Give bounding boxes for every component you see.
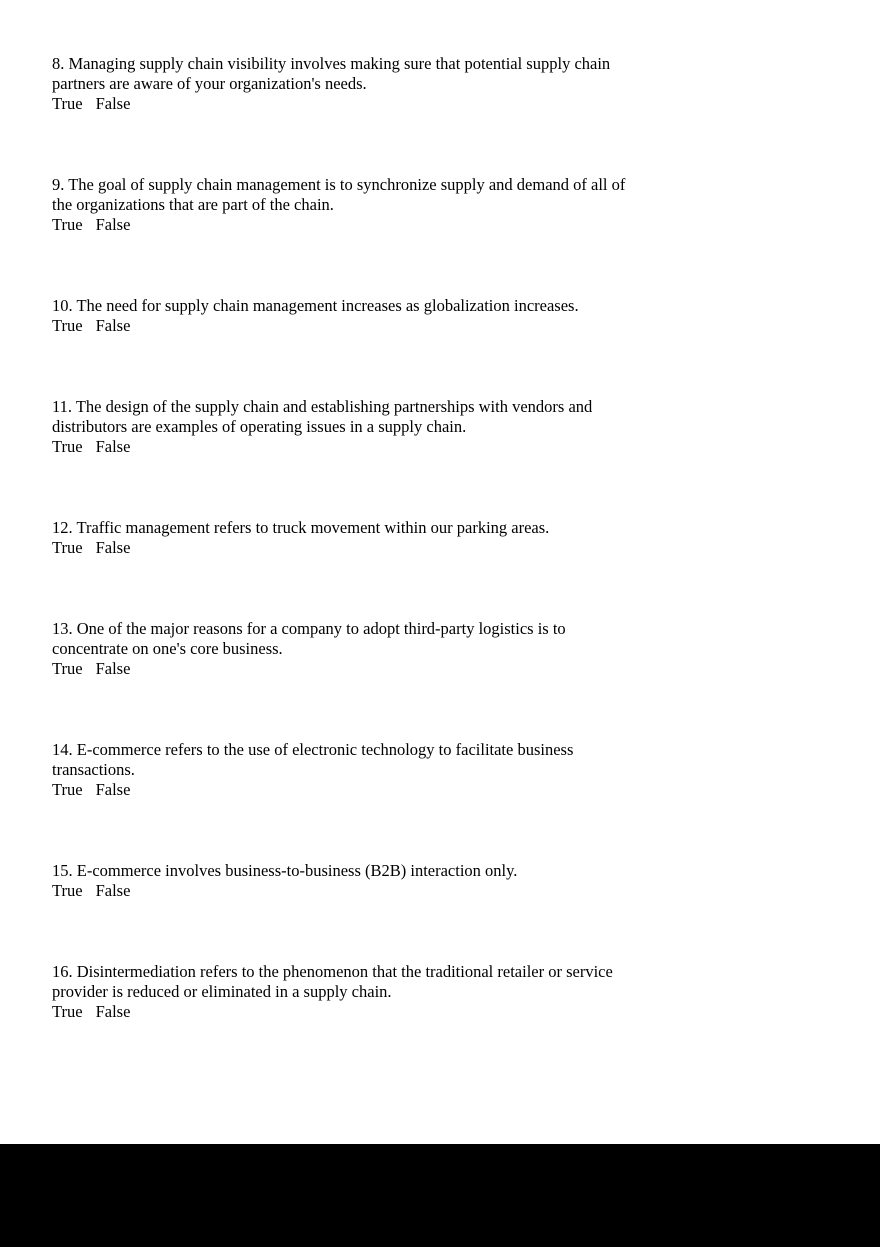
question-text-line: 13. One of the major reasons for a company to adopt third-party logistics is to bbox=[52, 619, 566, 638]
answer-options bbox=[52, 659, 672, 679]
question-text-line: 12. Traffic management refers to truck movement within our parking areas. bbox=[52, 518, 550, 537]
question-text-line: transactions. bbox=[52, 760, 135, 780]
question-text-line: concentrate on one's core business. bbox=[52, 639, 283, 659]
option-true[interactable]: True bbox=[52, 1002, 83, 1022]
option-false[interactable]: False bbox=[95, 659, 131, 679]
question-10 bbox=[52, 296, 672, 336]
question-8 bbox=[52, 54, 672, 115]
question-14 bbox=[52, 740, 672, 801]
option-false[interactable]: False bbox=[95, 780, 131, 800]
question-text-line: distributors are examples of operating issues in a supply chain. bbox=[52, 417, 467, 437]
footer-black-bar bbox=[0, 1144, 880, 1247]
question-13 bbox=[52, 619, 672, 680]
question-text-line: provider is reduced or eliminated in a supply chain. bbox=[52, 982, 392, 1002]
option-true[interactable]: True bbox=[52, 215, 83, 235]
answer-options bbox=[52, 538, 672, 558]
option-false[interactable]: False bbox=[95, 1002, 131, 1022]
option-true[interactable]: True bbox=[52, 437, 83, 457]
question-text-line: 14. E-commerce refers to the use of electronic technology to facilitate business bbox=[52, 740, 574, 759]
question-text-line: 9. The goal of supply chain management is to synchronize supply and demand of all of bbox=[52, 175, 626, 194]
question-9 bbox=[52, 175, 672, 236]
question-text-line: 8. Managing supply chain visibility involves making sure that potential supply chain bbox=[52, 54, 611, 73]
answer-options bbox=[52, 881, 672, 901]
option-true[interactable]: True bbox=[52, 316, 83, 336]
option-true[interactable]: True bbox=[52, 538, 83, 558]
answer-options bbox=[52, 437, 672, 457]
question-text-line: partners are aware of your organization's needs. bbox=[52, 74, 367, 94]
question-text-line: the organizations that are part of the chain. bbox=[52, 195, 334, 215]
answer-options bbox=[52, 215, 672, 235]
answer-options bbox=[52, 780, 672, 800]
option-false[interactable]: False bbox=[95, 316, 131, 336]
option-true[interactable]: True bbox=[52, 780, 83, 800]
option-false[interactable]: False bbox=[95, 215, 131, 235]
answer-options bbox=[52, 1002, 672, 1022]
option-false[interactable]: False bbox=[95, 437, 131, 457]
question-16 bbox=[52, 962, 672, 1023]
question-text-line: 11. The design of the supply chain and establishing partnerships with vendors and bbox=[52, 397, 593, 416]
option-false[interactable]: False bbox=[95, 538, 131, 558]
question-11 bbox=[52, 397, 672, 458]
option-false[interactable]: False bbox=[95, 94, 131, 114]
option-false[interactable]: False bbox=[95, 881, 131, 901]
option-true[interactable]: True bbox=[52, 659, 83, 679]
question-15 bbox=[52, 861, 672, 901]
option-true[interactable]: True bbox=[52, 881, 83, 901]
answer-options bbox=[52, 94, 672, 114]
option-true[interactable]: True bbox=[52, 94, 83, 114]
question-text-line: 15. E-commerce involves business-to-business (B2B) interaction only. bbox=[52, 861, 518, 880]
question-12 bbox=[52, 518, 672, 558]
answer-options bbox=[52, 316, 672, 336]
question-text-line: 10. The need for supply chain management increases as globalization increases. bbox=[52, 296, 579, 315]
question-text-line: 16. Disintermediation refers to the phenomenon that the traditional retailer or service bbox=[52, 962, 613, 981]
